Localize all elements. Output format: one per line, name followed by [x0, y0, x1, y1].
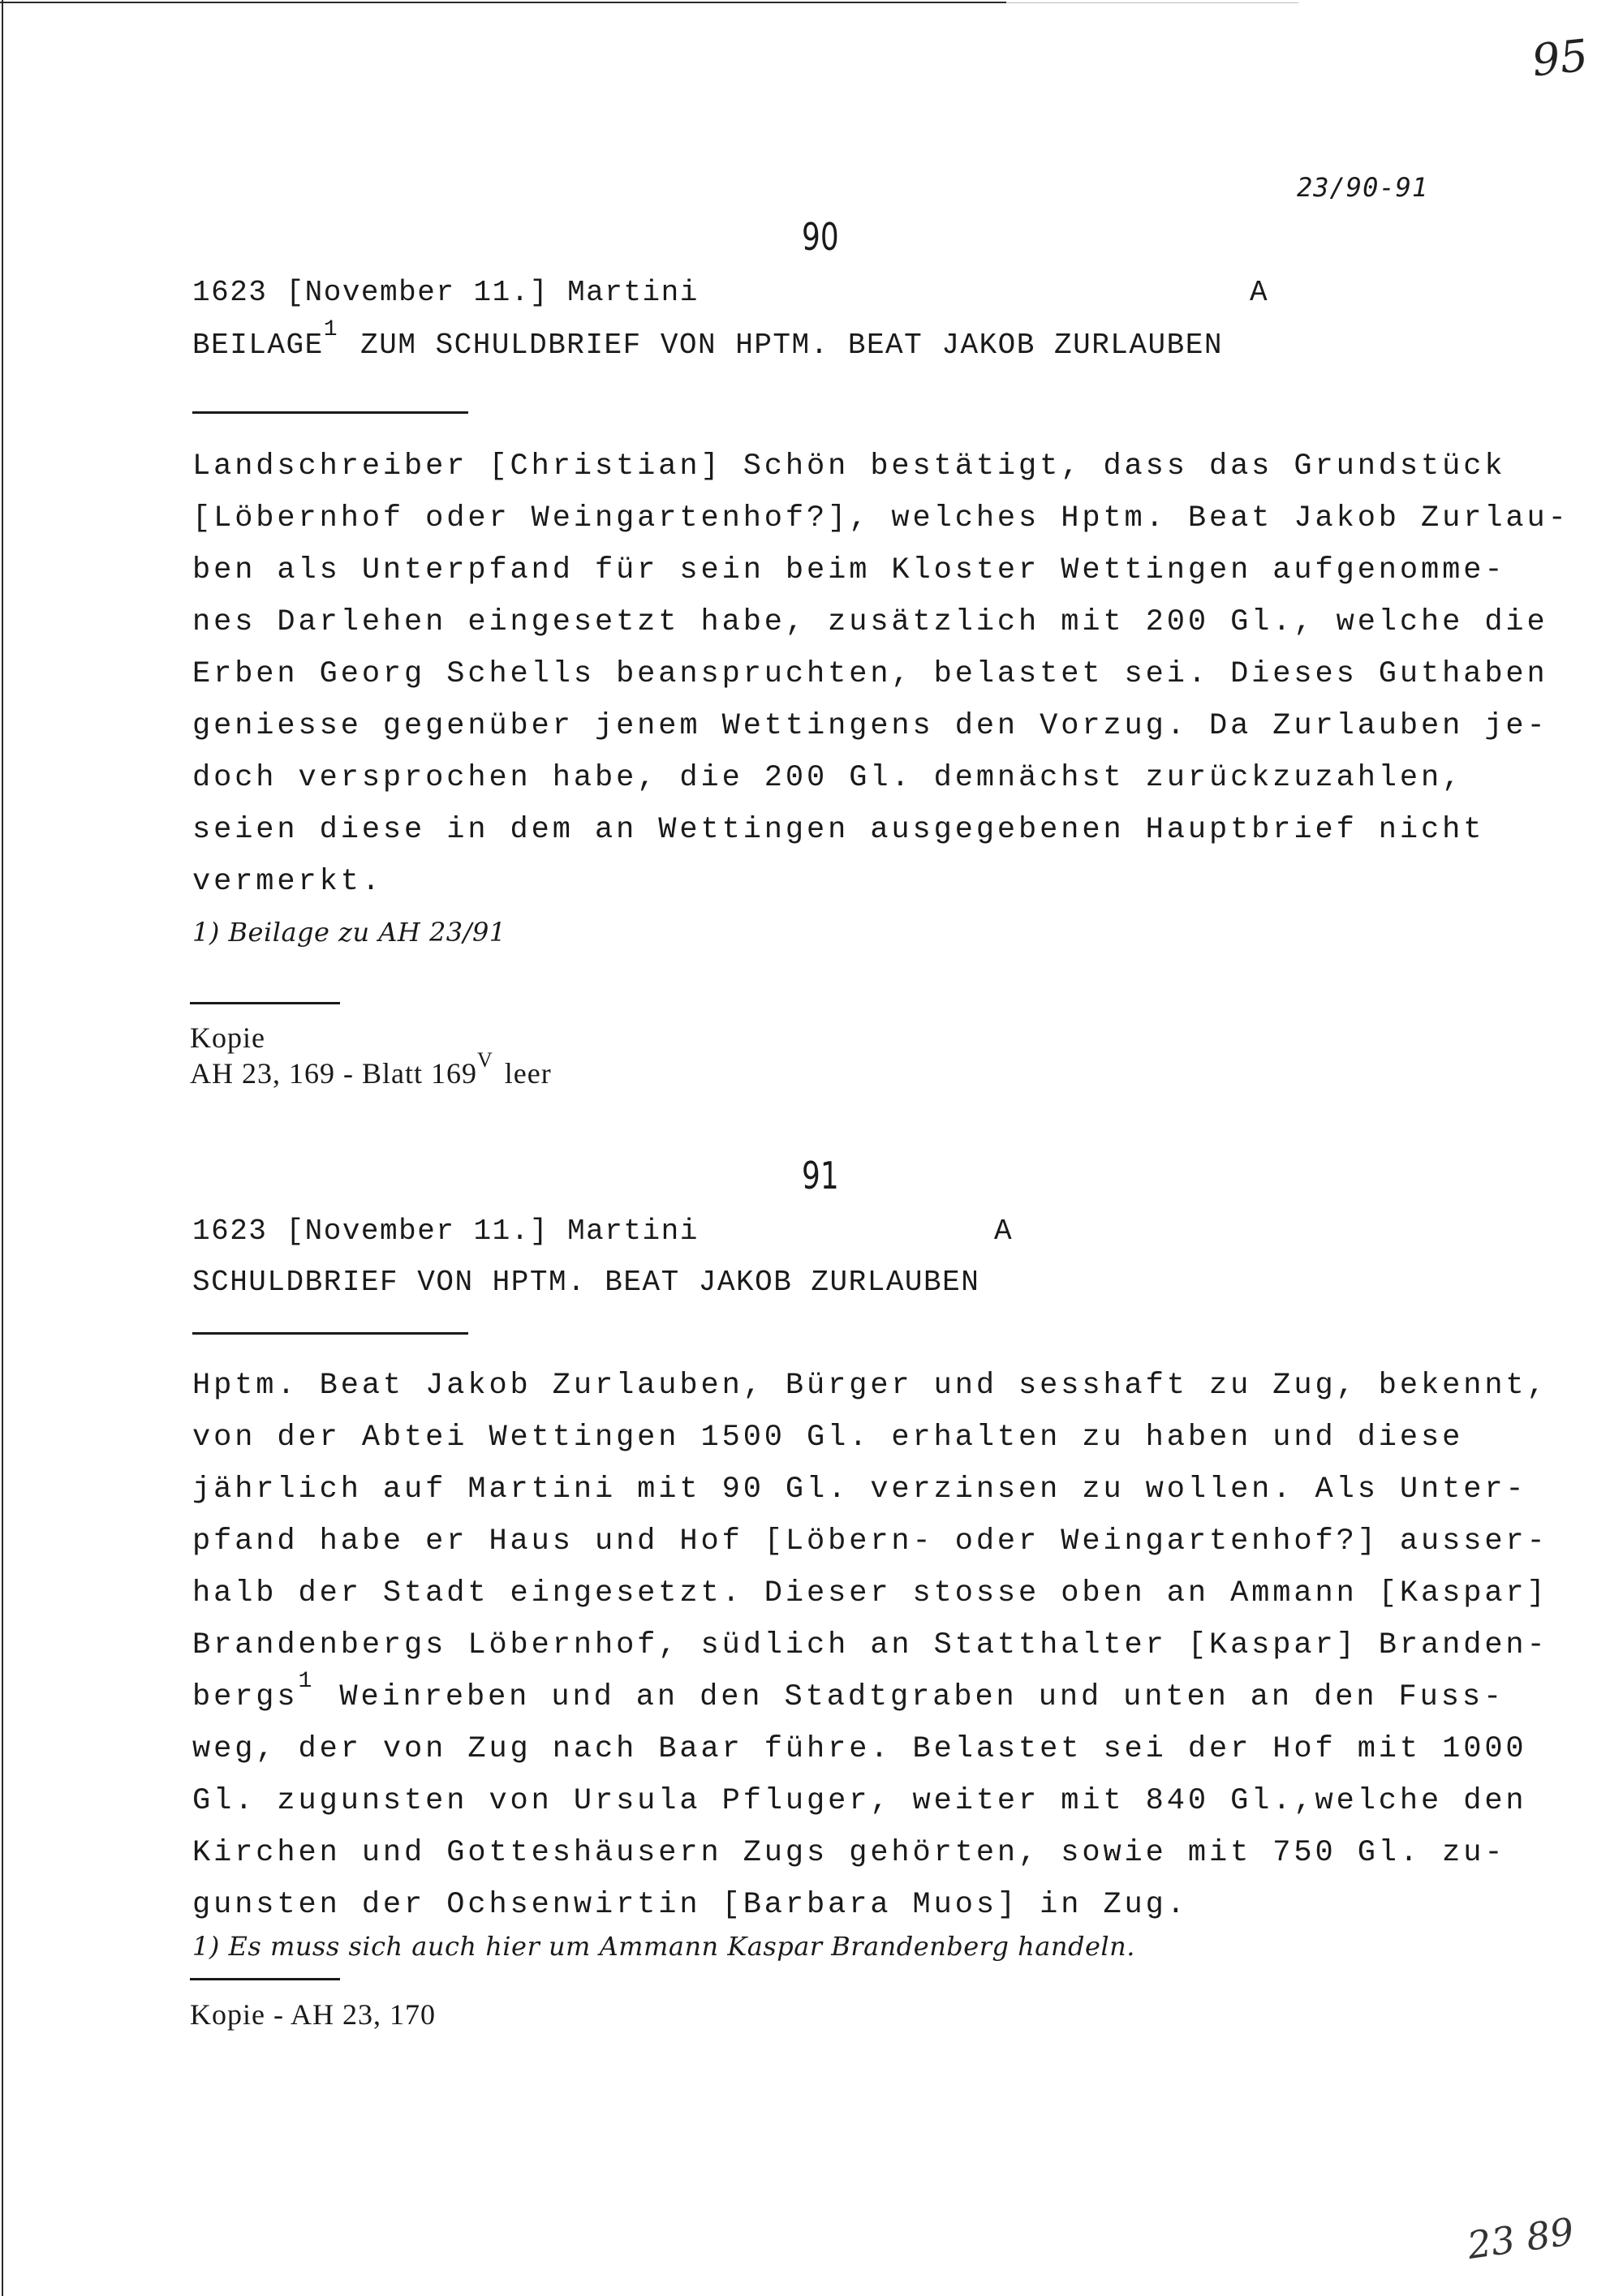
summary-line: Erben Georg Schells beanspruchten, belastet sei. Dieses Guthaben	[192, 657, 1548, 691]
summary-line: jährlich auf Martini mit 90 Gl. verzinsen zu wollen. Als Unter-	[192, 1473, 1527, 1507]
summary-line: halb der Stadt eingesetzt. Dieser stosse oben an Ammann [Kaspar]	[192, 1576, 1548, 1610]
summary-line: [Löbernhof oder Weingartenhof?], welches Hptm. Beat Jakob Zurlau-	[192, 501, 1569, 535]
source-kind: Kopie	[190, 1021, 265, 1054]
entry-title	[192, 317, 1223, 362]
footnote: 1) Beilage zu AH 23/91	[192, 917, 506, 948]
entry-date-line: 1623 [November 11.] Martini	[192, 1215, 699, 1248]
footnote: 1) Es muss sich auch hier um Ammann Kaspar Brandenberg handeln.	[192, 1931, 1135, 1962]
summary-line: gunsten der Ochsenwirtin [Barbara Muos] in Zug.	[192, 1888, 1188, 1922]
summary-line	[192, 1669, 1505, 1714]
handwritten-page-number: 95	[1529, 29, 1591, 87]
summary-line: vermerkt.	[192, 865, 383, 899]
scan-edge-top-faint	[1006, 2, 1298, 3]
summary-line: weg, der von Zug nach Baar führe. Belastet sei der Hof mit 1000	[192, 1732, 1527, 1766]
source-reference: Kopie - AH 23, 170	[190, 1998, 436, 2031]
summary-line: geniesse gegenüber jenem Wettingens den Vorzug. Da Zurlauben je-	[192, 709, 1548, 743]
handwritten-mark: 23 89	[1464, 2209, 1577, 2268]
summary-line: Brandenbergs Löbernhof, südlich an Statthalter [Kaspar] Branden-	[192, 1628, 1548, 1662]
summary-line: von der Abtei Wettingen 1500 Gl. erhalten zu haben und diese	[192, 1421, 1464, 1455]
separator-rule	[192, 1332, 468, 1335]
footnote-mark: 1	[323, 317, 339, 342]
scan-edge-left	[2, 0, 3, 2296]
entry-title-text-rest: ZUM SCHULDBRIEF VON HPTM. BEAT JAKOB ZURLAUBEN	[360, 329, 1223, 362]
entry-number: 91	[802, 1154, 839, 1197]
footnote-mark: 1	[298, 1669, 316, 1694]
archive-reference: 23/90-91	[1297, 172, 1429, 203]
source-rule	[190, 1978, 340, 1980]
summary-line: Landschreiber [Christian] Schön bestätigt, dass das Grundstück	[192, 449, 1506, 484]
summary-line: pfand habe er Haus und Hof [Löbern- oder Weingartenhof?] ausser-	[192, 1524, 1548, 1559]
separator-rule	[192, 411, 468, 414]
entry-classification: A	[1250, 276, 1269, 309]
verso-mark: V	[476, 1048, 493, 1072]
source-reference-note: leer	[504, 1057, 552, 1090]
entry-title: SCHULDBRIEF VON HPTM. BEAT JAKOB ZURLAUBEN	[192, 1266, 980, 1299]
summary-line-text-rest: Weinreben und an den Stadtgraben und unten an den Fuss-	[339, 1680, 1505, 1714]
entry-number: 90	[802, 215, 839, 259]
entry-title-text: BEILAGE	[192, 329, 324, 362]
summary-line: Gl. zugunsten von Ursula Pfluger, weiter mit 840 Gl.,welche den	[192, 1784, 1527, 1818]
summary-line: Kirchen und Gotteshäusern Zugs gehörten, sowie mit 750 Gl. zu-	[192, 1836, 1506, 1870]
summary-line: ben als Unterpfand für sein beim Kloster Wettingen aufgenomme-	[192, 553, 1506, 587]
source-rule	[190, 1002, 340, 1004]
source-reference-text: AH 23, 169 - Blatt 169	[190, 1057, 477, 1090]
summary-line: nes Darlehen eingesetzt habe, zusätzlich mit 200 Gl., welche die	[192, 605, 1548, 639]
entry-date-line: 1623 [November 11.] Martini	[192, 276, 699, 309]
entry-classification: A	[994, 1215, 1014, 1248]
summary-line: Hptm. Beat Jakob Zurlauben, Bürger und sesshaft zu Zug, bekennt,	[192, 1369, 1548, 1403]
summary-line: doch versprochen habe, die 200 Gl. demnächst zurückzuzahlen,	[192, 761, 1464, 795]
source-reference	[190, 1048, 552, 1090]
scan-edge-top	[0, 2, 1006, 3]
summary-line-text: bergs	[192, 1680, 299, 1714]
summary-line: seien diese in dem an Wettingen ausgegebenen Hauptbrief nicht	[192, 813, 1485, 847]
